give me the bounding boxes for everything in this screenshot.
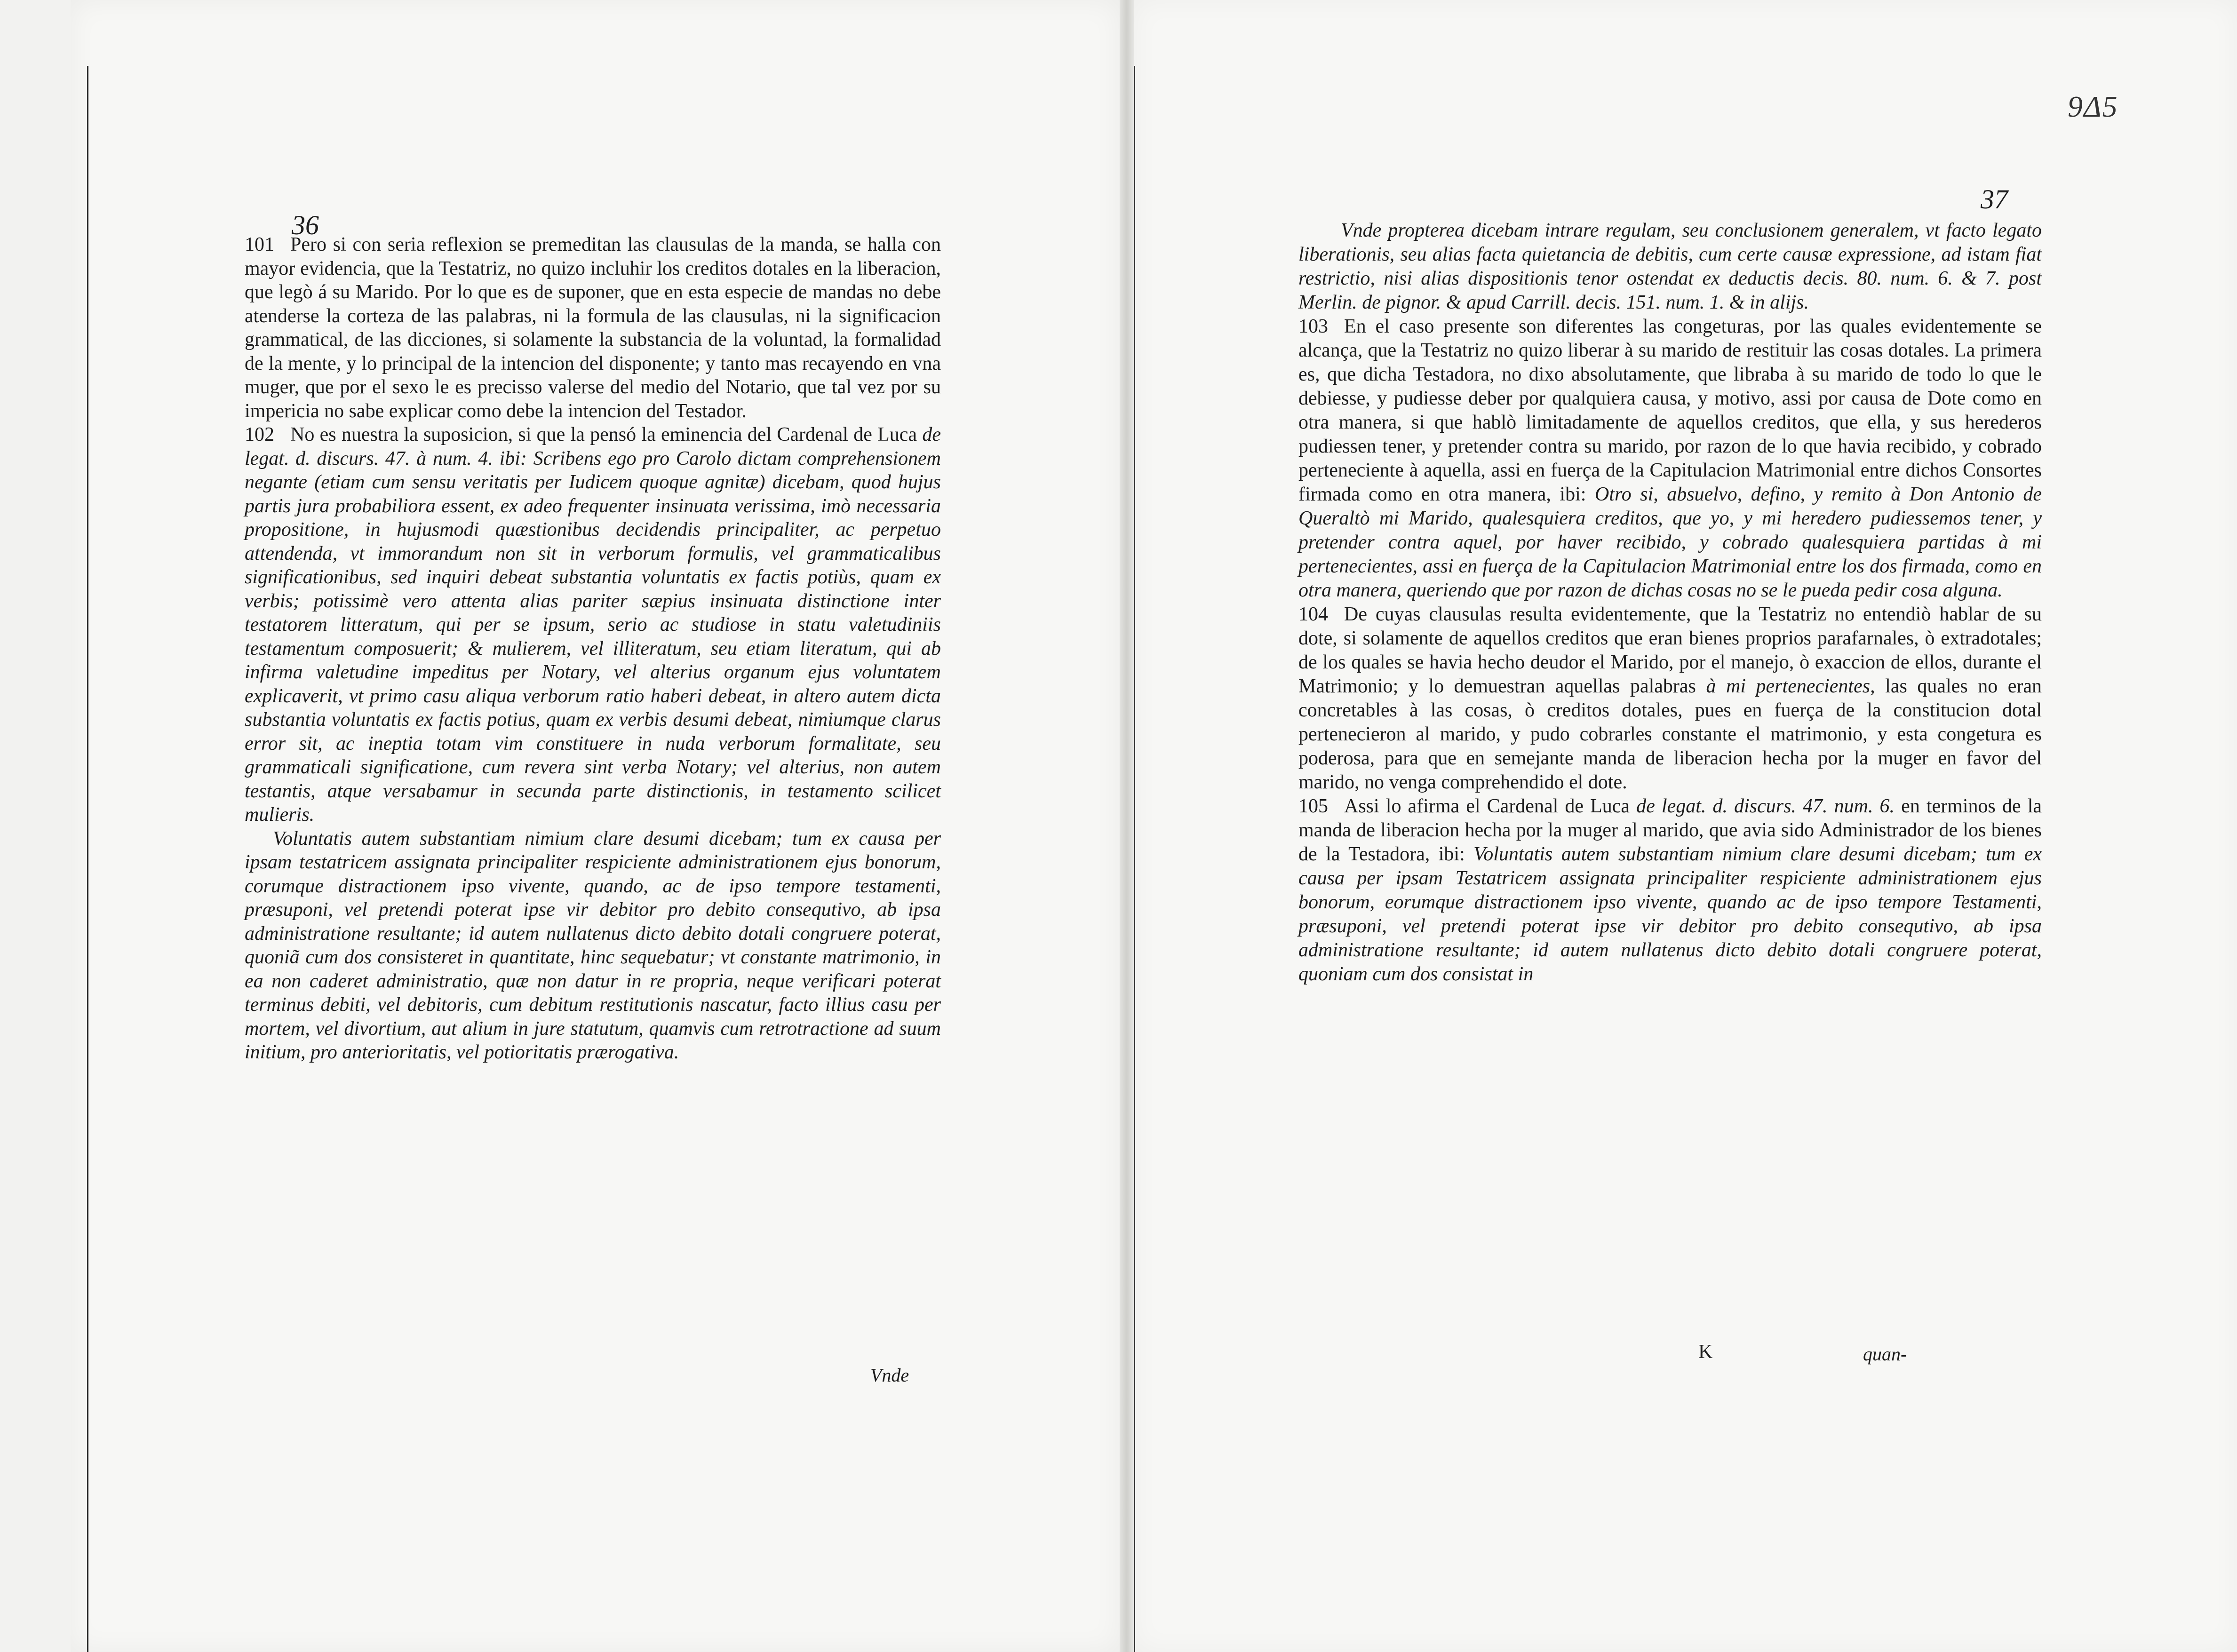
left-page-number: 36 (292, 210, 319, 240)
paragraph-text: No es nuestra la suposicion, si que la pensó la eminencia del Cardenal de Luca (290, 424, 917, 445)
inline-quotation: à mi pertenecientes, (1706, 675, 1875, 697)
paragraph-number: 103 (1298, 316, 1328, 337)
latin-quotation: Vnde propterea dicebam intrare regulam, seu conclusionem generalem, vt facto legato liberationis, seu alias facta quietancia de debitis, cum certe causæ expressione, ad istam fiat restrictio, nisi alias dispositionis tenor ostendat ex deductis decis. 80. num. 6. & 7. post Merlin. de pignor. & apud Carrill. decis. 151. num. 1. & in alijs. (1298, 220, 2042, 313)
paragraph-text: las quales no eran concretables à las cosas, ò creditos dotales, pues en fuerça de la constitucion dotal pertenecieron al marido, y pudo cobrarles constante el matrimonio, y esta congetura es poderosa, para que en semejante manda de liberacion hecha por la muger en favor del marido, no venga comprehendido el dote. (1298, 675, 2042, 793)
paragraph-number: 102 (245, 424, 274, 445)
latin-quotation: Otro si, absuelvo, defino, y remito à Don Antonio de Queraltò mi Marido, qualesquiera creditos, que yo, y mi heredero pudiessemos tener, y pretender contra aquel, por haver recibido, y cobrado qualesquiera partidas à mi pertenecientes, assi en fuerça de la Capitulacion Matrimonial entre los dos firmada, como en otra manera, queriendo que por razon de dichas cosas no se le pueda pedir cosa alguna. (1298, 484, 2042, 601)
page-edge (87, 66, 88, 1652)
paragraph-text: en terminos de la manda de liberacion hecha por la muger al marido, que avia sido Administrador de los bienes de la Testadora, ibi: (1298, 795, 2042, 865)
left-catchword: Vnde (870, 1365, 909, 1386)
paragraph-number: 105 (1298, 795, 1328, 817)
right-catchword: quan- (1863, 1343, 1907, 1365)
page-edge (1134, 66, 1135, 1652)
gutter (1120, 0, 1134, 1652)
signature-mark: K (1698, 1341, 1713, 1363)
paragraph-101 (245, 233, 941, 423)
latin-quotation: Voluntatis autem substantiam nimium clare desumi dicebam; tum ex causa per ipsam testatricem assignata principaliter respiciente administrationem ejus bonorum, corumque distractionem ipso vivente, quando, ac de ipso tempore testamenti, præsuponi, vel pretendi poterat ipse vir debitor pro debito consequtivo, ab ipsa administratione resultante; id autem nullatenus dicto debito dotali congruere poterat, quoniã cum dos consisteret in quantitate, hinc sequebatur; vt constante matrimonio, in ea non caderet administratio, quæ non datur in re propria, neque verificari poterat terminus debiti, vel debitoris, cum debitum restitutionis nascatur, facto illius casu per mortem, vel divortium, aut alium in jure statutum, quamvis cum retrotractione ad suum initium, pro anterioritatis, vel potioritatis prærogativa. (245, 827, 941, 1063)
latin-paragraph (1298, 219, 2042, 315)
latin-paragraph (245, 827, 941, 1064)
paragraph-103 (1298, 315, 2042, 603)
paragraph-text: De cuyas clausulas resulta evidentemente, que la Testatriz no entendiò hablar de su dote, si solamente de aquellos creditos que eran bienes proprios parafarnales, ò extradotales; de los quales se havia hecho deudor el Marido, por el manejo, ò exaccion de ellos, durante el Matrimonio; y lo demuestran aquellas palabras (1298, 604, 2042, 697)
latin-quotation: Scribens ego pro Carolo dictam comprehensionem negante (etiam cum sensu veritatis per Iudicem quoque agnitæ) dicebam, quod hujus partis jura probabiliora essent, ex adeo frequenter insinuata verissima, imò necessaria propositione, in hujusmodi quæstionibus decidendis principaliter, ac perpetuo attendenda, vt immorandum non sit in verborum formulis, vel grammaticalibus significationibus, sed inquiri debeat substantia voluntatis ex factis potiùs, quam ex verbis; potissimè vero attenta alias pariter sæpius insinuata distinctione inter testatorem litteratum, qui per se ipsum, serio ac studiose in statu valetudiniis testamentum composuerit; & mulierem, vel illiteratum, seu etiam literatum, qui ab infirma valetudine impeditus per Notary, vel alterius organum ejus voluntatem explicaverit, vt primo casu aliqua verborum ratio haberi debeat, in altero autem dicta substantia voluntatis ex factis potius, quam ex verbis desumi debeat, nimiumque clarus error sit, ac ineptia totam vim constituere in nuda verborum formalitate, seu grammaticali significatione, cum revera sint verba Notary; vel alterius, non autem testantis, atque versabamur in secunda parte distinctionis, in testamento scilicet mulieris. (245, 447, 941, 826)
paragraph-102 (245, 423, 941, 827)
paragraph-104 (1298, 603, 2042, 794)
paragraph-number: 104 (1298, 604, 1328, 625)
citation: de legat. d. discurs. 47. num. 6. (1636, 795, 1895, 817)
right-page-number: 37 (1981, 184, 2008, 214)
paragraph-number: 101 (245, 234, 274, 255)
latin-quotation: Voluntatis autem substantiam nimium clare desumi dicebam; tum ex causa per ipsam Testatricem assignata principaliter respiciente administrationem ejus bonorum, eorumque distractionem ipso vivente, quando ac de ipso tempore Testamenti, præsuponi, vel pretendi poterat ipse vir debitor pro debito consequtivo, ab ipsa administratione resultante; id autem nullatenus dicto debito dotali congruere poterat, quoniam cum dos consistat in (1298, 843, 2042, 985)
citation: de legat. d. discurs. 47. à num. 4. ibi: (245, 424, 941, 469)
paragraph-text: En el caso presente son diferentes las congeturas, por las quales evidentemente se alcança, que la Testatriz no quizo liberar à su marido de restituir las cosas dotales. La primera es, que dicha Testadora, no dixo absolutamente, que libraba à su marido de todo lo que le debiesse, y pudiesse deber por qualquiera causa, y motivo, assi por causa de Dote como en otra manera, si que hablò limitadamente de aquellos creditos, que ella, y sus herederos pudiessen tener, y pretender contra su marido, por razon de lo que havia recibido, y cobrado perteneciente à aquella, assi en fuerça de la Capitulacion Matrimonial entre dichos Consortes firmada como en otra manera, ibi: (1298, 316, 2042, 505)
paragraph-text: Pero si con seria reflexion se premeditan las clausulas de la manda, se halla con mayor evidencia, que la Testatriz, no quizo incluhir los creditos dotales en la liberacion, que legò á su Marido. Por lo que es de suponer, que en esta especie de mandas no debe atenderse la corteza de las palabras, ni la formula de las clausulas, ni la significacion grammatical, de las dicciones, si solamente la substancia de la voluntad, la formalidad de la mente, y lo principal de la intencion del disponente; y tanto mas recayendo en vna muger, que por el sexo le es precisso valerse del medio del Notario, que tal vez por su impericia no sabe explicar como debe la intencion del Testador. (245, 234, 941, 422)
paragraph-text: Assi lo afirma el Cardenal de Luca (1344, 795, 1630, 817)
right-text-column (1298, 219, 2042, 986)
folio-stamp: 9Δ5 (2068, 90, 2118, 123)
paragraph-105 (1298, 794, 2042, 986)
left-text-column (245, 233, 941, 1064)
